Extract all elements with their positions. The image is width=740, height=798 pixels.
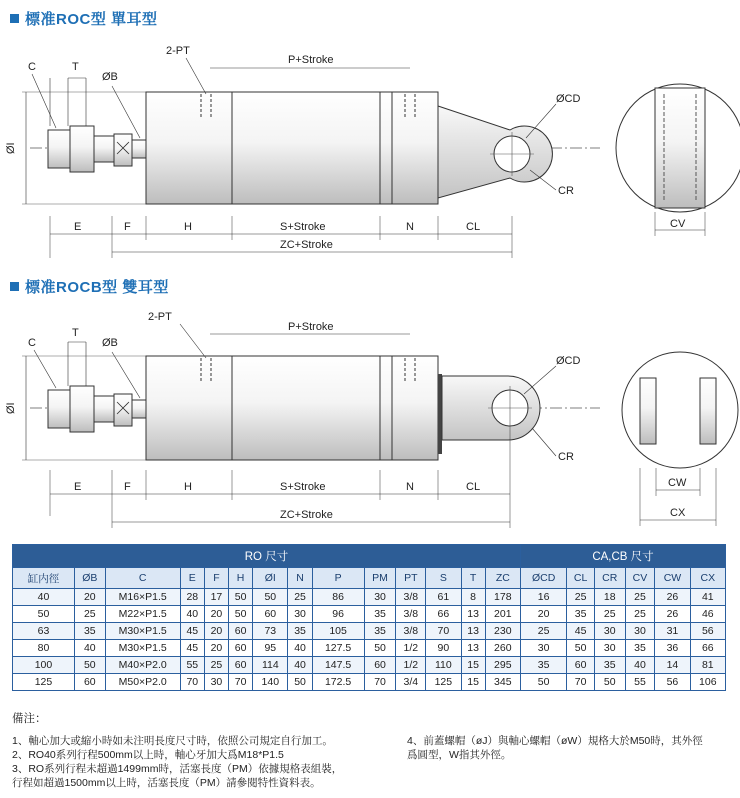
section-title-double-text: 標准ROCB型 雙耳型 xyxy=(25,279,169,296)
title-square-icon xyxy=(10,282,19,291)
col-header: C xyxy=(105,568,180,589)
table-cell: 35 xyxy=(74,623,105,640)
table-cell: 35 xyxy=(594,657,625,674)
table-cell: 50 xyxy=(253,589,288,606)
table-cell: 13 xyxy=(461,606,485,623)
col-header: P xyxy=(312,568,364,589)
table-cell: 16 xyxy=(520,589,566,606)
notes-section xyxy=(12,712,732,789)
col-header: CV xyxy=(625,568,655,589)
col-header: PT xyxy=(396,568,426,589)
col-header: E xyxy=(180,568,204,589)
label-f: F xyxy=(124,221,131,233)
table-cell: 8 xyxy=(461,589,485,606)
table-cell: 95 xyxy=(253,640,288,657)
col-header: ØI xyxy=(253,568,288,589)
col-header: T xyxy=(461,568,485,589)
label-2pt: 2-PT xyxy=(166,45,190,57)
table-cell: 18 xyxy=(594,589,625,606)
diagram-double-ear xyxy=(0,300,740,540)
table-cell: 15 xyxy=(461,674,485,691)
table-cell: 26 xyxy=(655,589,690,606)
table-row xyxy=(13,589,726,606)
notes-title: 備注： xyxy=(12,713,47,725)
table-cell: 50 xyxy=(364,640,396,657)
table-cell: 60 xyxy=(74,674,105,691)
table-cell: 60 xyxy=(253,606,288,623)
label-f: F xyxy=(124,481,131,493)
table-cell: 345 xyxy=(485,674,520,691)
note-1: 1、軸心加大或縮小時如未注明長度尺寸時，依照公司規定自行加工。 xyxy=(12,735,333,747)
label-zc-stroke: ZC+Stroke xyxy=(280,509,333,521)
label-2pt: 2-PT xyxy=(148,311,172,323)
table-cell: 60 xyxy=(229,623,253,640)
label-ob: ØB xyxy=(102,71,118,83)
col-header: N xyxy=(288,568,312,589)
table-row xyxy=(13,640,726,657)
group-ro-header: RO 尺寸 xyxy=(13,545,521,568)
table-cell: 50 xyxy=(74,657,105,674)
label-c: C xyxy=(28,337,36,349)
title-square-icon xyxy=(10,14,19,23)
table-cell: 15 xyxy=(461,657,485,674)
table-cell: 70 xyxy=(567,674,595,691)
table-cell: 60 xyxy=(364,657,396,674)
table-cell: 3/4 xyxy=(396,674,426,691)
table-cell: M30×P1.5 xyxy=(105,640,180,657)
table-cell: 127.5 xyxy=(312,640,364,657)
table-cell: 45 xyxy=(567,623,595,640)
table-cell: 105 xyxy=(312,623,364,640)
section-title-single-text: 標准ROC型 單耳型 xyxy=(25,11,158,28)
label-ob: ØB xyxy=(102,337,118,349)
table-cell: 63 xyxy=(13,623,75,640)
table-cell: 50 xyxy=(13,606,75,623)
col-header: ZC xyxy=(485,568,520,589)
table-cell: 50 xyxy=(520,674,566,691)
table-cell: 50 xyxy=(594,674,625,691)
table-cell: 25 xyxy=(288,589,312,606)
table-cell: 80 xyxy=(13,640,75,657)
table-cell: 17 xyxy=(204,589,228,606)
label-p-stroke: P+Stroke xyxy=(288,54,334,66)
table-cell: 30 xyxy=(594,640,625,657)
col-header: F xyxy=(204,568,228,589)
table-cell: 1/2 xyxy=(396,640,426,657)
table-cell: 28 xyxy=(180,589,204,606)
table-cell: 45 xyxy=(180,640,204,657)
label-cw: CW xyxy=(668,477,687,489)
table-cell: 25 xyxy=(520,623,566,640)
label-e: E xyxy=(74,221,82,233)
note-4: 4、前蓋螺帽（øJ）與軸心螺帽（øW）規格大於M50時，其外徑 爲圓型，W指其外徑。 xyxy=(407,735,703,761)
note-3: 3、RO系列行程未超過1499mm時，活塞長度（PM）依據規格表組裝， 行程如超過1500mm以上時，活塞長度（PM）請參閱特性資料表。 xyxy=(12,763,343,789)
section-title-single xyxy=(10,8,158,29)
table-cell: 70 xyxy=(229,674,253,691)
table-cell: 45 xyxy=(180,623,204,640)
table-cell: 30 xyxy=(625,623,655,640)
col-header: ØCD xyxy=(520,568,566,589)
col-header: CW xyxy=(655,568,690,589)
table-row xyxy=(13,606,726,623)
col-header: CX xyxy=(690,568,725,589)
table-cell: 106 xyxy=(690,674,725,691)
table-cell: 14 xyxy=(655,657,690,674)
label-ocd: ØCD xyxy=(556,93,581,105)
table-cell: 36 xyxy=(655,640,690,657)
table-cell: 110 xyxy=(426,657,461,674)
table-cell: 60 xyxy=(229,640,253,657)
table-cell: 70 xyxy=(180,674,204,691)
table-cell: 20 xyxy=(204,623,228,640)
label-oi: ØI xyxy=(5,402,17,414)
table-cell: 40 xyxy=(180,606,204,623)
table-cell: 30 xyxy=(520,640,566,657)
table-cell: 73 xyxy=(253,623,288,640)
table-cell: 40 xyxy=(288,657,312,674)
table-cell: 31 xyxy=(655,623,690,640)
table-cell: 61 xyxy=(426,589,461,606)
table-cell: 35 xyxy=(364,606,396,623)
col-header: CR xyxy=(594,568,625,589)
label-oi: ØI xyxy=(5,142,17,154)
table-cell: 114 xyxy=(253,657,288,674)
label-h: H xyxy=(184,481,192,493)
table-cell: 40 xyxy=(74,640,105,657)
table-cell: 1/2 xyxy=(396,657,426,674)
table-cell: 66 xyxy=(426,606,461,623)
label-cv: CV xyxy=(670,218,686,230)
table-cell: 90 xyxy=(426,640,461,657)
label-zc-stroke: ZC+Stroke xyxy=(280,239,333,251)
label-cl: CL xyxy=(466,481,481,493)
table-cell: 35 xyxy=(364,623,396,640)
table-cell: 30 xyxy=(288,606,312,623)
table-cell: 3/8 xyxy=(396,606,426,623)
table-cell: M16×P1.5 xyxy=(105,589,180,606)
table-cell: 35 xyxy=(520,657,566,674)
table-cell: 100 xyxy=(13,657,75,674)
note-2: 2、RO40系列行程500mm以上時，軸心牙加大爲M18*P1.5 xyxy=(12,749,284,761)
table-header-row xyxy=(13,568,726,589)
table-cell: 13 xyxy=(461,640,485,657)
table-cell: 125 xyxy=(13,674,75,691)
table-cell: 125 xyxy=(426,674,461,691)
table-cell: 172.5 xyxy=(312,674,364,691)
table-cell: 230 xyxy=(485,623,520,640)
label-t: T xyxy=(72,61,79,73)
section-title-double xyxy=(10,276,169,297)
table-cell: 96 xyxy=(312,606,364,623)
table-cell: 40 xyxy=(625,657,655,674)
col-header: ØB xyxy=(74,568,105,589)
table-cell: 86 xyxy=(312,589,364,606)
table-cell: 140 xyxy=(253,674,288,691)
table-cell: 295 xyxy=(485,657,520,674)
table-cell: 3/8 xyxy=(396,589,426,606)
table-cell: 50 xyxy=(229,589,253,606)
table-cell: 41 xyxy=(690,589,725,606)
table-cell: 30 xyxy=(204,674,228,691)
table-cell: 147.5 xyxy=(312,657,364,674)
table-cell: 20 xyxy=(74,589,105,606)
table-cell: 60 xyxy=(567,657,595,674)
table-row xyxy=(13,657,726,674)
table-cell: 25 xyxy=(625,589,655,606)
table-cell: 40 xyxy=(288,640,312,657)
table-cell: 25 xyxy=(625,606,655,623)
table-cell: 35 xyxy=(625,640,655,657)
label-p-stroke: P+Stroke xyxy=(288,321,334,333)
label-cr: CR xyxy=(558,185,574,197)
col-header: 缸内徑 xyxy=(13,568,75,589)
group-ca-header: CA,CB 尺寸 xyxy=(520,545,725,568)
table-cell: 30 xyxy=(594,623,625,640)
label-n: N xyxy=(406,481,414,493)
table-cell: 70 xyxy=(426,623,461,640)
col-header: S xyxy=(426,568,461,589)
table-cell: M40×P2.0 xyxy=(105,657,180,674)
diagram-single-ear xyxy=(0,30,740,270)
table-cell: 50 xyxy=(567,640,595,657)
table-cell: 70 xyxy=(364,674,396,691)
label-s-stroke: S+Stroke xyxy=(280,221,326,233)
table-cell: 178 xyxy=(485,589,520,606)
table-row xyxy=(13,623,726,640)
table-cell: 50 xyxy=(229,606,253,623)
table-cell: 81 xyxy=(690,657,725,674)
table-cell: M30×P1.5 xyxy=(105,623,180,640)
table-cell: 20 xyxy=(520,606,566,623)
table-cell: 201 xyxy=(485,606,520,623)
table-cell: 30 xyxy=(364,589,396,606)
label-c: C xyxy=(28,61,36,73)
table-cell: 56 xyxy=(655,674,690,691)
label-cx: CX xyxy=(670,507,686,519)
label-cr: CR xyxy=(558,451,574,463)
table-cell: 55 xyxy=(180,657,204,674)
table-cell: 20 xyxy=(204,640,228,657)
table-cell: 25 xyxy=(74,606,105,623)
table-cell: 13 xyxy=(461,623,485,640)
table-cell: M22×P1.5 xyxy=(105,606,180,623)
table-cell: 20 xyxy=(204,606,228,623)
table-cell: 35 xyxy=(567,606,595,623)
label-s-stroke: S+Stroke xyxy=(280,481,326,493)
spec-table xyxy=(12,544,726,691)
table-cell: 40 xyxy=(13,589,75,606)
table-cell: M50×P2.0 xyxy=(105,674,180,691)
table-cell: 3/8 xyxy=(396,623,426,640)
table-cell: 55 xyxy=(625,674,655,691)
table-cell: 35 xyxy=(288,623,312,640)
table-cell: 260 xyxy=(485,640,520,657)
table-row xyxy=(13,674,726,691)
label-e: E xyxy=(74,481,82,493)
table-cell: 26 xyxy=(655,606,690,623)
label-h: H xyxy=(184,221,192,233)
table-cell: 25 xyxy=(204,657,228,674)
table-cell: 60 xyxy=(229,657,253,674)
table-cell: 66 xyxy=(690,640,725,657)
label-n: N xyxy=(406,221,414,233)
col-header: CL xyxy=(567,568,595,589)
table-body xyxy=(13,589,726,691)
table-cell: 25 xyxy=(567,589,595,606)
table-cell: 50 xyxy=(288,674,312,691)
label-cl: CL xyxy=(466,221,481,233)
col-header: H xyxy=(229,568,253,589)
table-cell: 46 xyxy=(690,606,725,623)
label-ocd: ØCD xyxy=(556,355,581,367)
col-header: PM xyxy=(364,568,396,589)
table-cell: 25 xyxy=(594,606,625,623)
label-t: T xyxy=(72,327,79,339)
table-cell: 56 xyxy=(690,623,725,640)
